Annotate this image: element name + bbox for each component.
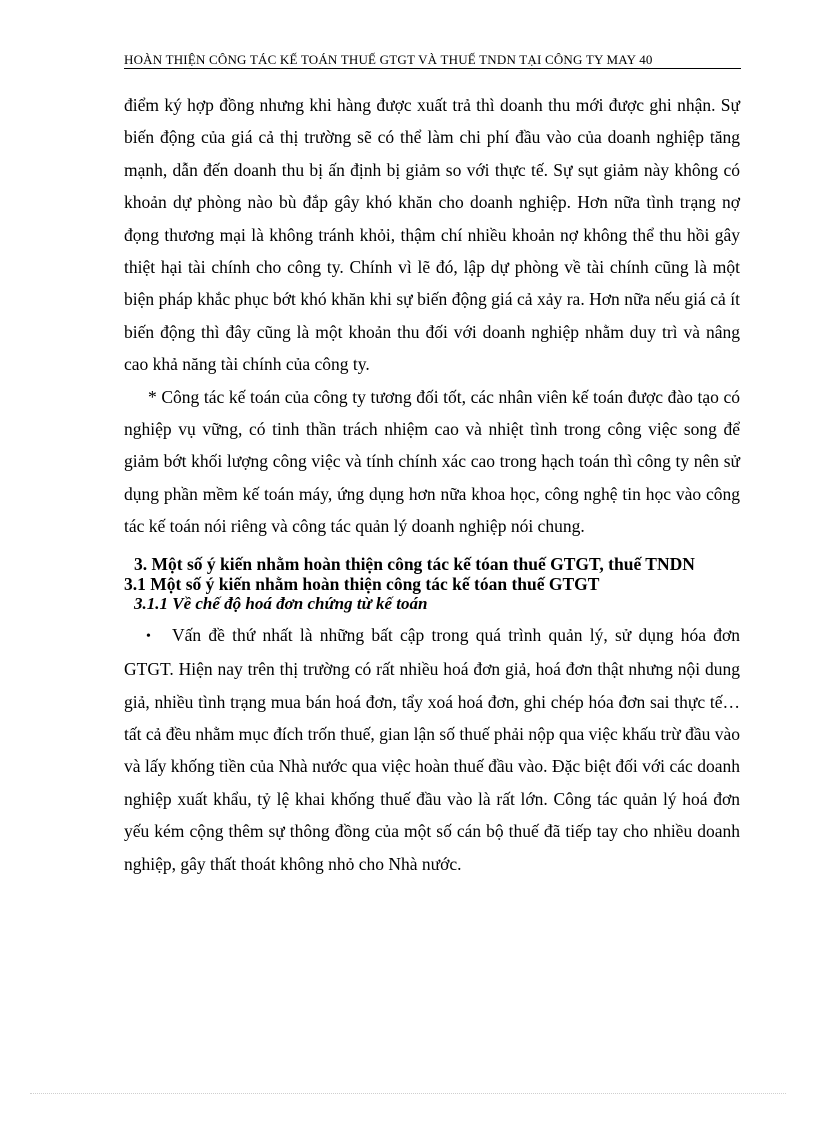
bullet-paragraph-text: Vấn đề thứ nhất là những bất cập trong quá trình quản lý, sử dụng hóa đơn GTGT. Hiện nay trên thị trường có rất nhiều hoá đơn giả, hoá đơn thật nhưng nội dung giả, nhiều tình trạng mua bán hoá đơn, tẩy xoá hoá đơn, ghi chép hóa đơn sai thực tế…tất cả đều nhằm mục đích trốn thuế, gian lận số thuế phải nộp qua việc khấu trừ đầu vào và lấy khống tiền của Nhà nước qua việc hoàn thuế đầu vào. Đặc biệt đối với các doanh nghiệp xuất khẩu, tỷ lệ khai khống thuế đầu vào là rất lớn. Công tác quản lý hoá đơn yếu kém cộng thêm sự thông đồng của một số cán bộ thuế đã tiếp tay cho nhiều doanh nghiệp, gây thất thoát không nhỏ cho Nhà nước. [124, 624, 740, 874]
section-heading-3: 3. Một số ý kiến nhằm hoàn thiện công tác kế tóan thuế GTGT, thuế TNDN [134, 553, 695, 574]
section-heading-3-1-1: 3.1.1 Về chế độ hoá đơn chứng từ kế toán [134, 593, 428, 613]
paragraph-accounting-work: * Công tác kế toán của công ty tương đối tốt, các nhân viên kế toán được đào tạo có nghiệp vụ vững, có tinh thần trách nhiệm cao và nhiệt tình trong công việc song để giảm bớt khối lượng công việc và tính chính xác cao trong hạch toán thì công ty nên sử dụng phần mềm kế toán máy, ứng dụng hơn nữa khoa học, công nghệ tin học vào công tác kế toán nói riêng và công tác quản lý doanh nghiệp nói chung. [124, 386, 740, 537]
document-body [124, 89, 740, 880]
running-header: HOÀN THIỆN CÔNG TÁC KẾ TOÁN THUẾ GTGT VÀ THUẾ TNDN TẠI CÔNG TY MAY 40 [124, 52, 741, 69]
bullet-paragraph-invoices [124, 619, 740, 880]
paragraph-provisions: điểm ký hợp đồng nhưng khi hàng được xuất trả thì doanh thu mới được ghi nhận. Sự biến động của giá cả thị trường sẽ có thể làm chi phí đầu vào của doanh nghiệp tăng mạnh, dẫn đến doanh thu bị ấn định bị giảm so với thực tế. Sự sụt giảm này không có khoản dự phòng nào bù đắp gây khó khăn cho doanh nghiệp. Hơn nữa tình trạng nợ đọng thương mại là không tránh khỏi, thậm chí nhiều khoản nợ không thể thu hồi gây thiệt hại tài chính cho công ty. Chính vì lẽ đó, lập dự phòng về tài chính cũng là một biện pháp khắc phục bớt khó khăn khi sự biến động giá cả xảy ra. Hơn nữa nếu giá cả ít biến động thì đây cũng là một khoản thu đối với doanh nghiệp nhằm duy trì và nâng cao khả năng tài chính của công ty. [124, 95, 740, 375]
section-heading-3-1: 3.1 Một số ý kiến nhằm hoàn thiện công tác kế tóan thuế GTGT [124, 573, 600, 594]
page-bottom-divider [30, 1093, 786, 1094]
bullet-icon: • [146, 628, 151, 644]
